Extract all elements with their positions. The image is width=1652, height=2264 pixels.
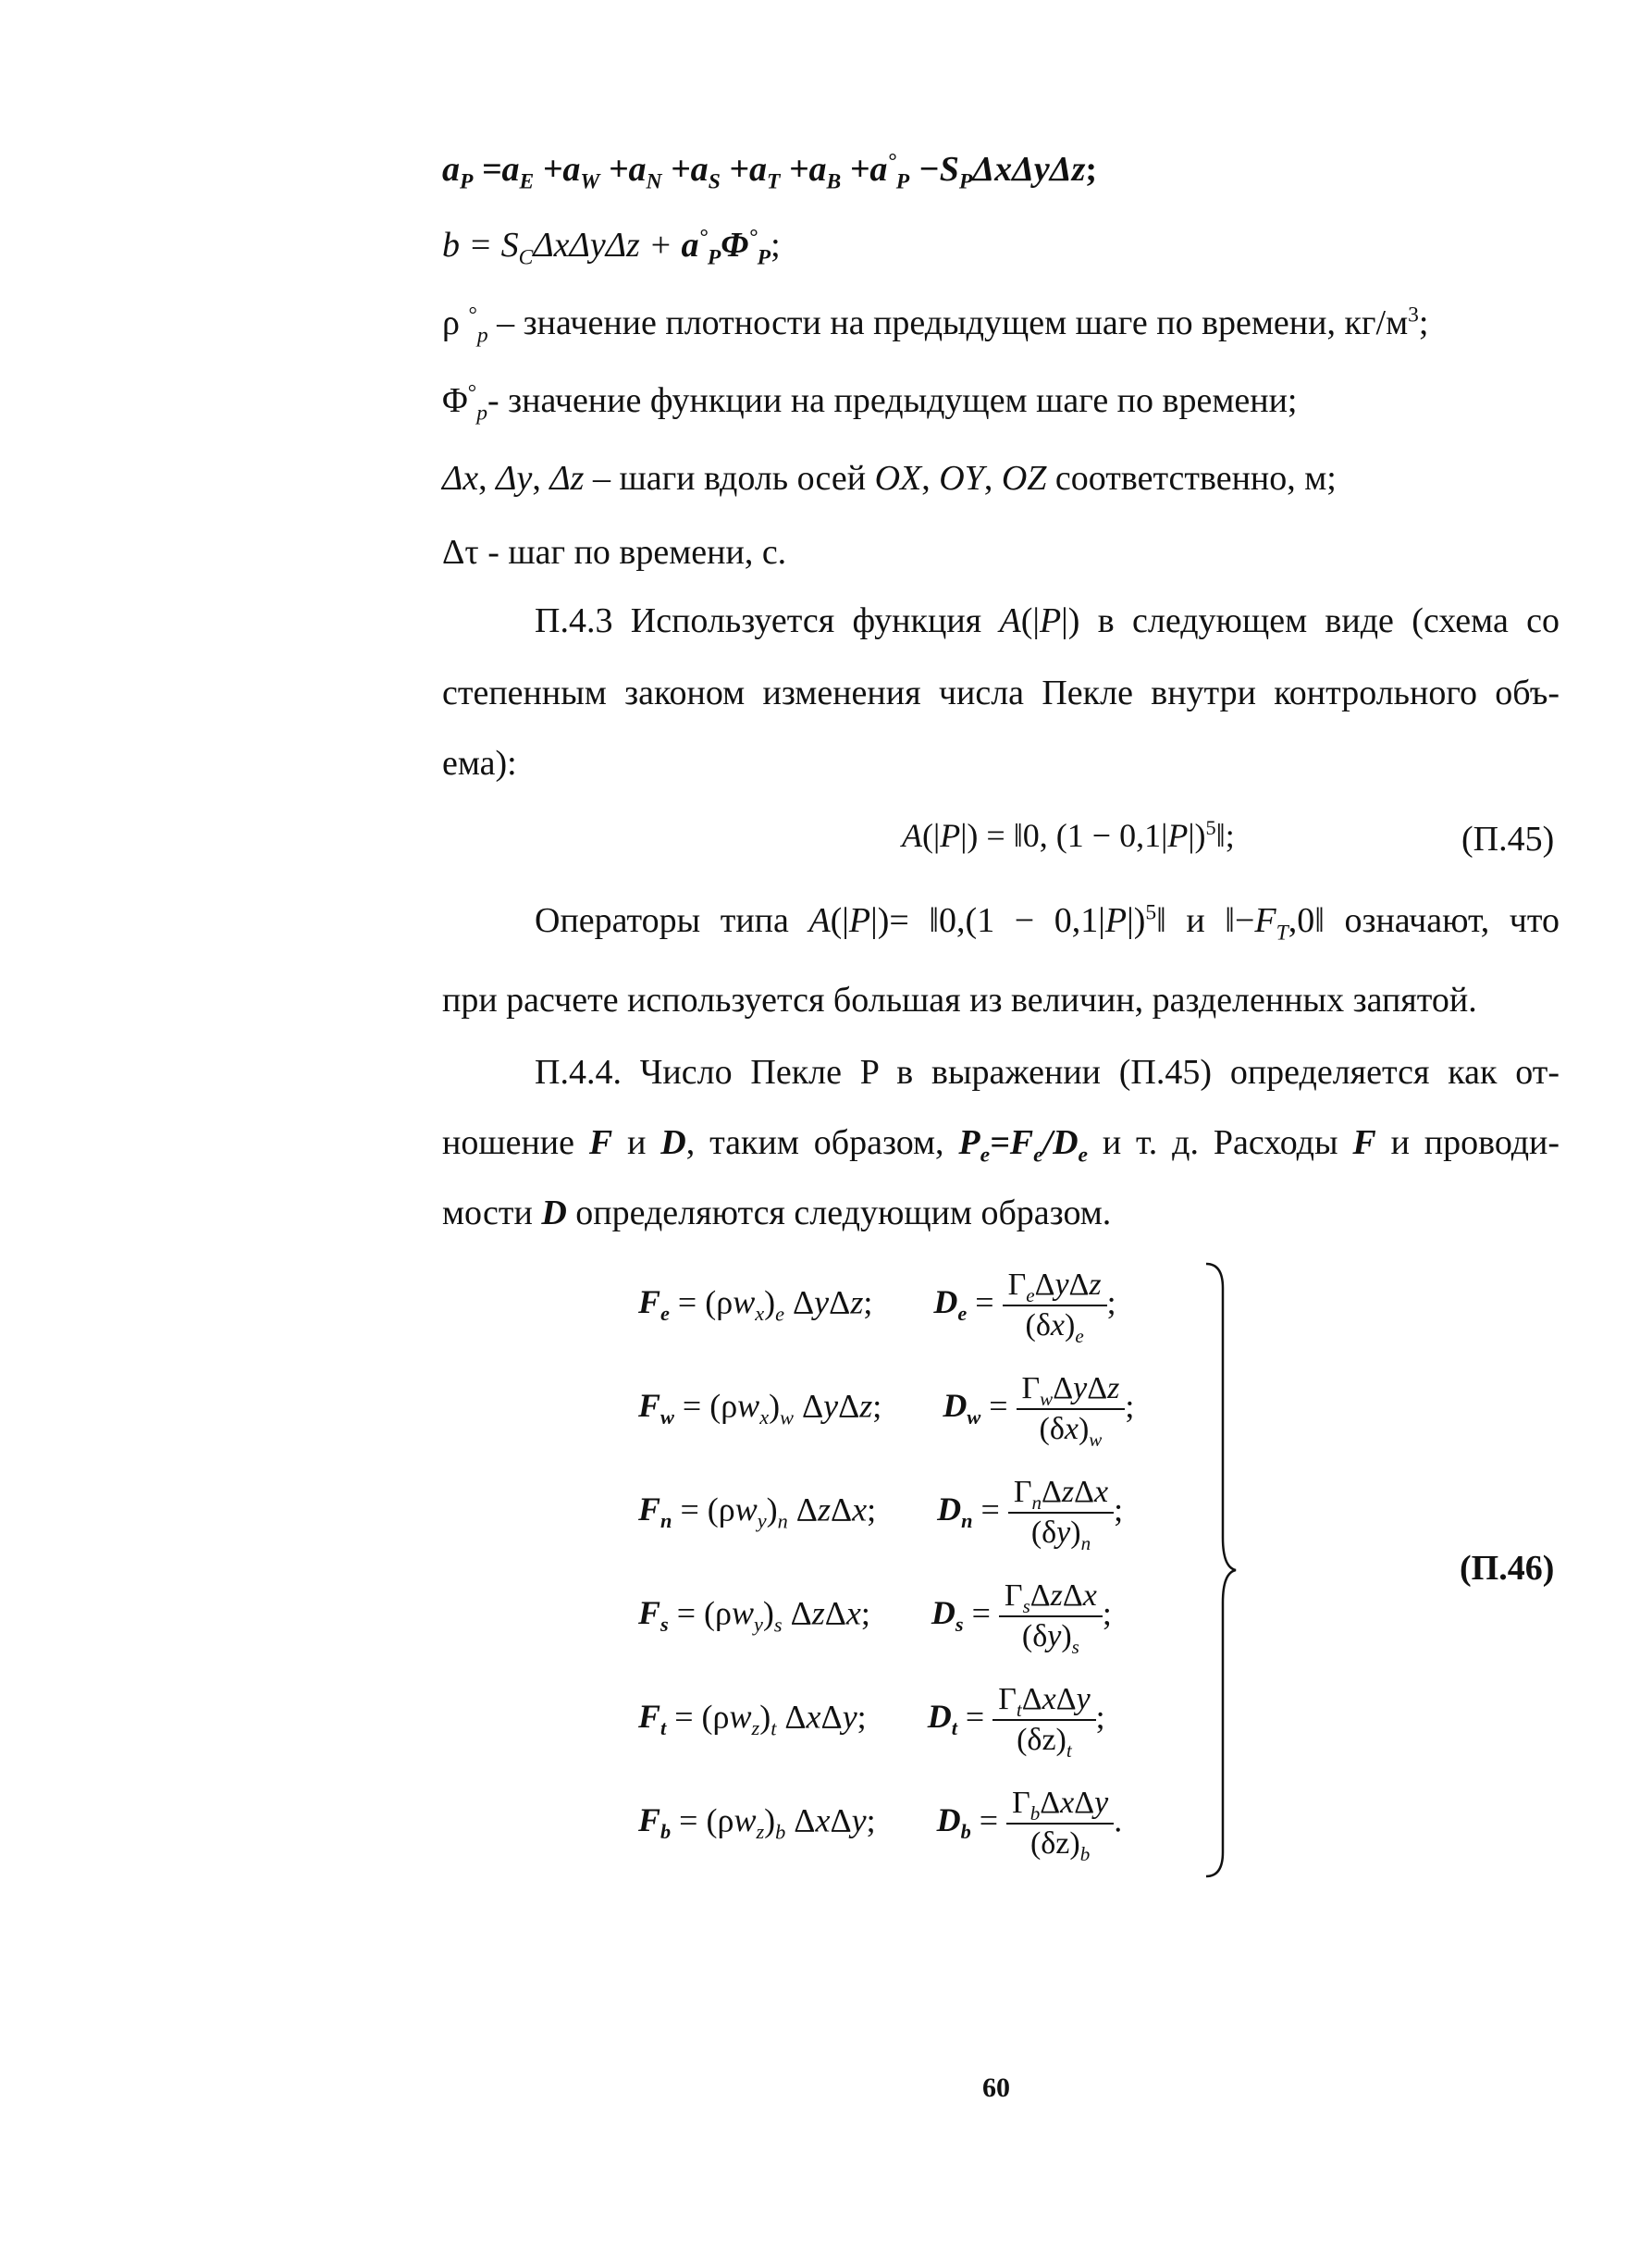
paragraph-operators-line1: Операторы типа A(|P|)= ‖0,(1 − 0,1|P|)$^5$‖ и $‖-F_T,0‖$ означают, что bbox=[535, 900, 1560, 946]
definition-tau: Δτ - шаг по времени, с. bbox=[442, 533, 787, 572]
definition-phi: $\Phi^\circ_p-$ значение функции на предыдущем шаге по времени; bbox=[442, 380, 1298, 426]
formula-46-row-e: $F_e = (\rho w_x)_e$ ΔyΔz; $D_e$ = $\frac{\Gamma_e\Delta y\Delta z}{(\delta x)_e}$ ; bbox=[638, 1268, 1116, 1347]
paragraph-p43-line3: ема): bbox=[442, 744, 517, 783]
formula-ap: $a_P =a_E +a_W +a_N +a_S +a_T +a_B +a^\circ_P -S_P\Delta x\Delta y\Delta z$; bbox=[442, 149, 1098, 194]
formula-46-row-b: $F_b = (\rho w_z)_b$ ΔxΔy; $D_b$ = $\frac{\Gamma_b\Delta x\Delta y}{(\delta z)_b}$ . bbox=[638, 1786, 1123, 1865]
formula-45: A(|P|) = ‖0, $(1 - 0,1|P|)^5‖$; bbox=[902, 816, 1235, 854]
paragraph-p43-line1: П.4.3 Используется функция A(|P|) в следующем виде (схема со bbox=[535, 601, 1560, 640]
paragraph-p44-line1: П.4.4. Число Пекле P в выражении (П.45) определяется как от- bbox=[535, 1053, 1560, 1092]
formula-46-row-n: $F_n = (\rho w_y)_n$ ΔzΔx; $D_n$ = $\frac{\Gamma_n\Delta z\Delta x}{(\delta y)_n}$ ; bbox=[638, 1475, 1124, 1554]
page-number: 60 bbox=[982, 2072, 1010, 2103]
formula-45-number: (П.45) bbox=[1461, 820, 1555, 859]
formula-46-number: (П.46) bbox=[1460, 1549, 1555, 1588]
paragraph-p43-line2: степенным законом изменения числа Пекле внутри контрольного объ- bbox=[442, 674, 1560, 712]
formula-46-row-w: $F_w = (\rho w_x)_w$ ΔyΔz; $D_w$ = $\frac{\Gamma_w\Delta y\Delta z}{(\delta x)_w}$ ; bbox=[638, 1371, 1135, 1451]
paragraph-operators-line2: при расчете используется большая из величин, разделенных запятой. bbox=[442, 981, 1477, 1020]
paragraph-p44-line3: мости D определяются следующим образом. bbox=[442, 1194, 1112, 1232]
formula-46-row-t: $F_t = (\rho w_z)_t$ ΔxΔy; $D_t$ = $\frac{\Gamma_t\Delta x\Delta y}{(\delta z)_t}$ ; bbox=[638, 1682, 1105, 1762]
formula-46-row-s: $F_s = (\rho w_y)_s$ ΔzΔx; $D_s$ = $\frac{\Gamma_s\Delta z\Delta x}{(\delta y)_s}$ ; bbox=[638, 1578, 1112, 1658]
formula-b: $b = S_C\Delta x\Delta y\Delta z + a^\circ_P\Phi^\circ_P$; bbox=[442, 225, 781, 270]
definition-rho: ρ °$_p$ – значение плотности на предыдущем шаге по времени, $кг/м^3$; bbox=[442, 303, 1429, 348]
definition-steps: Δx, Δy, Δz – шаги вдоль осей OX, OY, OZ соответственно, м; bbox=[442, 459, 1337, 498]
paragraph-p44-line2: ношение F и D, таким образом, $P_e=F_e/D_e$ и т. д. Расходы F и проводи- bbox=[442, 1123, 1560, 1168]
formula-46-brace bbox=[1202, 1260, 1239, 1880]
